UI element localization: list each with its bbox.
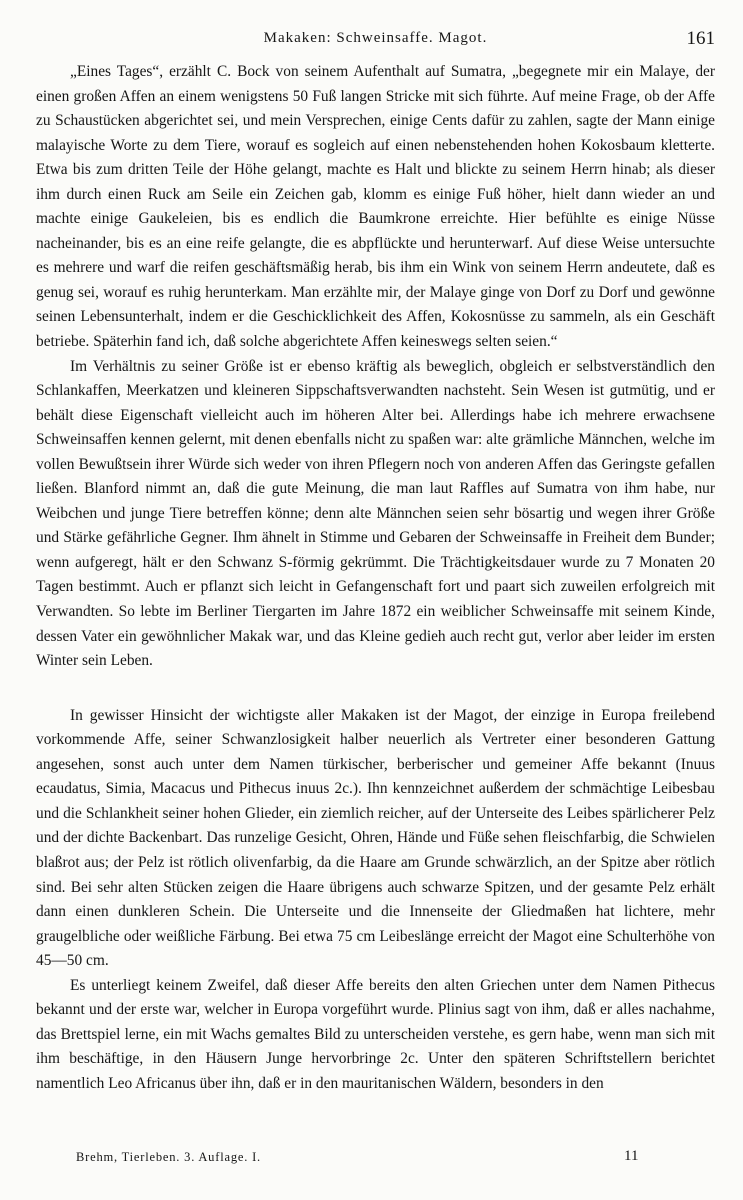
signature-mark: 11	[624, 1148, 639, 1164]
page-footer	[36, 1150, 715, 1172]
paragraph: In gewisser Hinsicht der wichtigste aller Makaken ist der Magot, der einzige in Europa freilebend vorkommende Affe, seiner Schwanzlosigkeit halber neuerlich als Vertreter einer besonderen Gattung angesehen, sonst auch unter dem Namen türkischer, berberischer und gemeiner Affe bekannt (Inuus ecaudatus, Simia, Macacus und Pithecus inuus 2c.). Ihn kennzeichnet außerdem der schmächtige Leibesbau und die Schlankheit seiner hohen Glieder, ein ziemlich reicher, auf der Unterseite des Leibes spärlicherer Pelz und der dichte Backenbart. Das runzelige Gesicht, Ohren, Hände und Füße sehen fleischfarbig, die Schwielen blaßrot aus; der Pelz ist rötlich olivenfarbig, da die Haare am Grunde schwärzlich, an der Spitze aber rötlich sind. Bei sehr alten Stücken zeigen die Haare übrigens auch schwarze Spitzen, und der gesamte Pelz erhält dann einen dunkleren Schein. Die Unterseite und die Innenseite der Gliedmaßen hat lichtere, mehr graugelbliche oder weißliche Färbung. Bei etwa 75 cm Leibeslänge erreicht der Magot eine Schulterhöhe von 45—50 cm.	[36, 706, 715, 970]
footer-source: Brehm, Tierleben. 3. Auflage. I.	[76, 1150, 261, 1164]
paragraph: Es unterliegt keinem Zweifel, daß dieser Affe bereits den alten Griechen unter dem Namen Pithecus bekannt und der erste war, welcher in Europa vorgeführt wurde. Plinius sagt von ihm, daß er alles nachahme, das Brettspiel lerne, ein mit Wachs gemaltes Bild zu unterscheiden verstehe, es gern habe, wenn man sich mit ihm beschäftige, in den Häusern Junge hervorbringe 2c. Unter den späteren Schriftstellern berichtet namentlich Leo Africanus über ihn, daß er in den mauritanischen Wäldern, besonders in den	[36, 976, 715, 1092]
page-number: 161	[686, 28, 715, 49]
body-text	[36, 60, 715, 1096]
paragraph: „Eines Tages“, erzählt C. Bock von seinem Aufenthalt auf Sumatra, „begegnete mir ein Malaye, der einen großen Affen an einem wenigstens 50 Fuß langen Stricke mit sich führte. Auf meine Frage, ob der Affe zu Schaustücken abgerichtet sei, und mein Versprechen, einige Cents dafür zu zahlen, sagte der Mann einige malayische Worte zu dem Tiere, worauf es sogleich auf einen nebenstehenden hohen Kokosbaum kletterte. Etwa bis zum dritten Teile der Höhe gelangt, machte es Halt und blickte zu seinem Herrn hinab; als dieser ihm durch einen Ruck am Seile ein Zeichen gab, klomm es einige Fuß höher, hielt dann wieder an und machte einige Gaukeleien, bis es endlich die Baumkrone erreichte. Hier befühlte es einige Nüsse nacheinander, bis es an eine reife gelangte, die es abpflückte und herunterwarf. Auf diese Weise untersuchte es mehrere und warf die reifen geschäftsmäßig herab, bis ihm ein Wink von seinem Herrn andeutete, daß es genug sei, worauf es ruhig herunterkam. Man erzählte mir, der Malaye ginge von Dorf zu Dorf und gewönne seinen Lebensunterhalt, indem er die Geschicklichkeit des Affen, Kokosnüsse zu sammeln, als ein Geschäft betriebe. Späterhin fand ich, daß solche abgerichtete Affen keineswegs selten seien.“	[36, 63, 715, 351]
page-header	[36, 30, 715, 60]
paragraph: Im Verhältnis zu seiner Größe ist er ebenso kräftig als beweglich, obgleich er selbstverständlich den Schlankaffen, Meerkatzen und kleineren Sippschaftsverwandten nachsteht. Sein Wesen ist gutmütig, und er behält diese Eigenschaft vielleicht auch im höheren Alter bei. Allerdings habe ich mehrere erwachsene Schweinsaffen kennen gelernt, mit denen ebenfalls nicht zu spaßen war: alte grämliche Männchen, welche im vollen Bewußtsein ihrer Würde sich weder von ihren Pflegern noch von anderen Affen das Geringste gefallen ließen. Blanford nimmt an, daß die gute Meinung, die man laut Raffles auf Sumatra von ihm habe, nur Weibchen und junge Tiere betreffen könne; denn alte Männchen seien sehr bösartig und wegen ihrer Größe und Stärke gefährliche Gegner. Ihm ähnelt in Stimme und Gebaren der Schweinsaffe in Freiheit dem Bunder; wenn aufgeregt, hält er den Schwanz S-förmig gekrümmt. Die Trächtigkeitsdauer wurde zu 7 Monaten 20 Tagen bestimmt. Auch er pflanzt sich leicht in Gefangenschaft fort und paart sich zuweilen erfolgreich mit Verwandten. So lebte im Berliner Tiergarten im Jahre 1872 ein weiblicher Schweinsaffe mit seinem Kinde, dessen Vater ein gewöhnlicher Makak war, und das Kleine gedieh auch recht gut, verlor aber leider im ersten Winter sein Leben.	[36, 357, 715, 670]
running-title: Makaken: Schweinsaffe. Magot.	[263, 30, 488, 46]
